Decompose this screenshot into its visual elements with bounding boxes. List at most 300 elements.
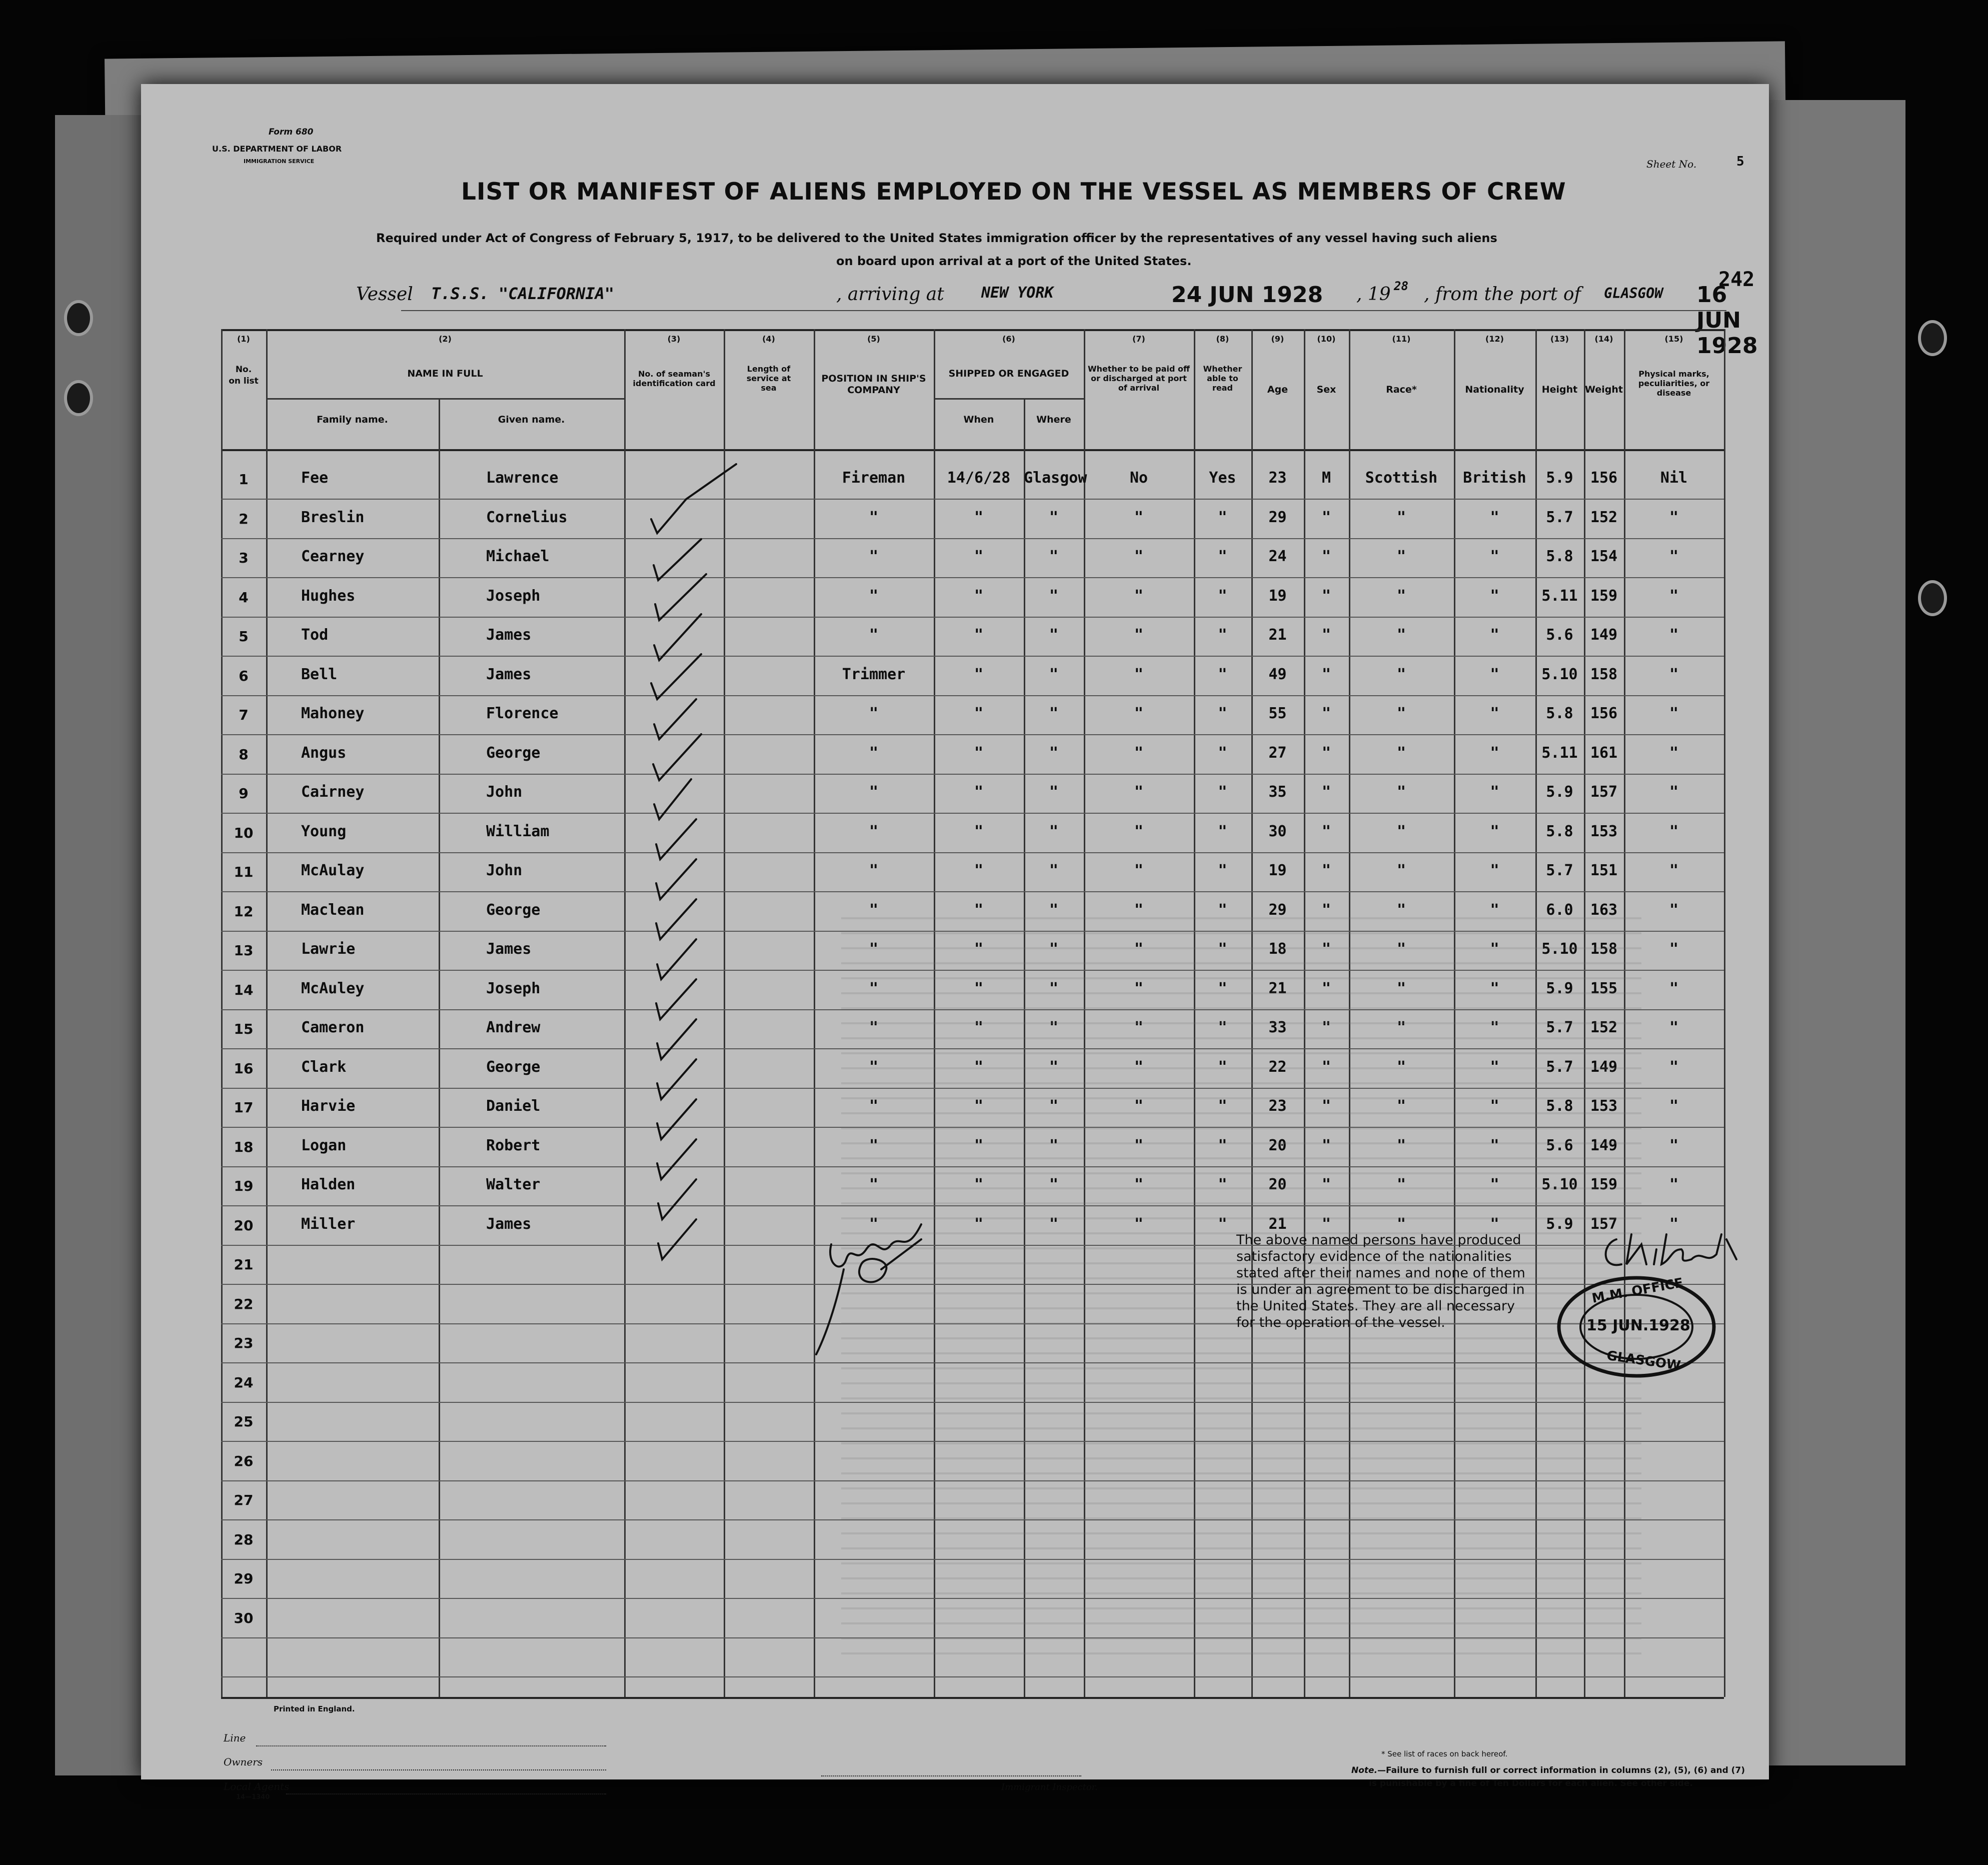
department-name: U.S. DEPARTMENT OF LABOR xyxy=(212,144,342,154)
paid-off-cell: " xyxy=(1134,744,1144,762)
race-cell: " xyxy=(1396,901,1406,919)
service-name: IMMIGRATION SERVICE xyxy=(244,158,315,165)
where-cell: " xyxy=(1049,1137,1059,1154)
paid-off-cell: " xyxy=(1134,509,1144,526)
nationality-cell: " xyxy=(1490,980,1499,997)
age-cell: 21 xyxy=(1268,626,1287,644)
row-number: 9 xyxy=(239,785,249,802)
binder-hole xyxy=(64,300,93,336)
col-num-11: (11) xyxy=(1392,334,1411,344)
marks-cell: " xyxy=(1669,1058,1679,1076)
nationality-cell: " xyxy=(1490,1176,1499,1193)
weight-cell: 159 xyxy=(1590,1176,1618,1193)
when-cell: " xyxy=(974,548,984,565)
marks-cell: " xyxy=(1669,1019,1679,1036)
sex-cell: " xyxy=(1321,626,1331,644)
given-name-cell: James xyxy=(486,940,532,958)
col-num-13: (13) xyxy=(1550,334,1569,344)
row-number: 24 xyxy=(234,1374,254,1391)
sex-cell: " xyxy=(1321,1215,1331,1233)
row-rule xyxy=(221,891,1724,892)
where-cell: " xyxy=(1049,744,1059,762)
weight-cell: 152 xyxy=(1590,1019,1618,1036)
able-read-cell: " xyxy=(1218,1137,1227,1154)
row-number: 13 xyxy=(234,942,254,959)
age-cell: 19 xyxy=(1268,587,1287,605)
certification-line: The above named persons have produced xyxy=(1236,1232,1521,1248)
sex-cell: " xyxy=(1321,548,1331,565)
col-num-8: (8) xyxy=(1216,334,1229,344)
family-name-cell: Harvie xyxy=(301,1097,356,1115)
header-nationality: Nationality xyxy=(1465,384,1524,395)
when-cell: " xyxy=(974,1176,984,1193)
row-number: 29 xyxy=(234,1570,254,1587)
marks-cell: " xyxy=(1669,1215,1679,1233)
where-cell: " xyxy=(1049,1176,1059,1193)
header-shipped-engaged: SHIPPED OR ENGAGED xyxy=(948,368,1069,379)
paid-off-cell: " xyxy=(1134,1058,1144,1076)
paid-off-cell: " xyxy=(1134,862,1144,879)
position-cell: " xyxy=(869,783,879,801)
age-cell: 18 xyxy=(1268,940,1287,958)
row-number: 3 xyxy=(239,550,249,566)
where-cell: " xyxy=(1049,509,1059,526)
subtitle-line-2: on board upon arrival at a port of the United States. xyxy=(836,254,1192,268)
paid-off-cell: " xyxy=(1134,1176,1144,1193)
marks-cell: " xyxy=(1669,1137,1679,1154)
table-top-border xyxy=(221,329,1724,331)
marks-cell: " xyxy=(1669,862,1679,879)
paid-off-cell: " xyxy=(1134,783,1144,801)
where-cell: Glasgow xyxy=(1024,469,1087,487)
where-cell: " xyxy=(1049,901,1059,919)
race-cell: " xyxy=(1396,666,1406,683)
height-cell: 5.8 xyxy=(1546,548,1573,565)
height-cell: 5.7 xyxy=(1546,1019,1573,1036)
row-number: 21 xyxy=(234,1256,254,1273)
where-cell: " xyxy=(1049,940,1059,958)
vessel-name: T.S.S. "CALIFORNIA" xyxy=(431,284,615,303)
weight-cell: 155 xyxy=(1590,980,1618,997)
family-name-cell: McAulay xyxy=(301,862,365,879)
height-cell: 5.10 xyxy=(1541,666,1578,683)
family-name-cell: Miller xyxy=(301,1215,356,1233)
where-cell: " xyxy=(1049,705,1059,722)
where-cell: " xyxy=(1049,666,1059,683)
able-read-cell: " xyxy=(1218,705,1227,722)
header-length-service: Length of service at sea xyxy=(746,364,791,393)
races-note: * See list of races on back hereof. xyxy=(1381,1749,1508,1758)
where-cell: " xyxy=(1049,1215,1059,1233)
col-num-12: (12) xyxy=(1485,334,1504,344)
nationality-cell: " xyxy=(1490,548,1499,565)
nationality-cell: British xyxy=(1463,469,1526,487)
given-name-cell: James xyxy=(486,666,532,683)
family-name-cell: Hughes xyxy=(301,587,356,605)
header-name-in-full: NAME IN FULL xyxy=(407,368,483,379)
weight-cell: 151 xyxy=(1590,862,1618,879)
inspector-rule xyxy=(821,1775,1081,1776)
stamp-bottom-text: GLASGOW xyxy=(1605,1348,1682,1374)
marks-cell: " xyxy=(1669,666,1679,683)
weight-cell: 149 xyxy=(1590,1137,1618,1154)
paid-off-cell: " xyxy=(1134,1137,1144,1154)
marks-cell: " xyxy=(1669,1097,1679,1115)
paid-off-cell: No xyxy=(1129,469,1148,487)
paid-off-cell: " xyxy=(1134,980,1144,997)
position-cell: Trimmer xyxy=(842,666,906,683)
row-rule xyxy=(221,695,1724,696)
position-cell: " xyxy=(869,509,879,526)
race-cell: " xyxy=(1396,1176,1406,1193)
local-agents-rule xyxy=(286,1793,606,1794)
nationality-cell: " xyxy=(1490,666,1499,683)
departure-date-stamp: 16 JUN 1928 xyxy=(1696,282,1758,359)
position-cell: " xyxy=(869,980,879,997)
age-cell: 20 xyxy=(1268,1176,1287,1193)
header-given-name: Given name. xyxy=(498,414,565,425)
col-num-14: (14) xyxy=(1594,334,1613,344)
row-number: 25 xyxy=(234,1413,254,1430)
where-cell: " xyxy=(1049,980,1059,997)
position-cell: " xyxy=(869,1019,879,1036)
table-bottom-border xyxy=(221,1697,1724,1699)
height-cell: 5.10 xyxy=(1541,1176,1578,1193)
height-cell: 5.9 xyxy=(1546,783,1573,801)
paid-off-cell: " xyxy=(1134,940,1144,958)
age-cell: 21 xyxy=(1268,1215,1287,1233)
race-cell: " xyxy=(1396,823,1406,840)
family-name-cell: Breslin xyxy=(301,509,365,526)
family-name-cell: McAuley xyxy=(301,980,365,997)
row-number: 1 xyxy=(239,471,249,488)
given-name-cell: John xyxy=(486,862,523,879)
shipped-subheader-rule xyxy=(934,398,1084,400)
when-cell: " xyxy=(974,823,984,840)
position-cell: " xyxy=(869,1058,879,1076)
certification-line: stated after their names and none of them xyxy=(1236,1265,1525,1281)
weight-cell: 156 xyxy=(1590,705,1618,722)
height-cell: 5.7 xyxy=(1546,1058,1573,1076)
height-cell: 5.6 xyxy=(1546,626,1573,644)
manifest-page xyxy=(141,84,1769,1801)
row-rule xyxy=(221,617,1724,618)
weight-cell: 157 xyxy=(1590,783,1618,801)
sex-cell: M xyxy=(1321,469,1331,487)
nationality-cell: " xyxy=(1490,1097,1499,1115)
height-cell: 5.10 xyxy=(1541,940,1578,958)
given-name-cell: George xyxy=(486,901,541,919)
certification-line: the United States. They are all necessary xyxy=(1236,1298,1515,1314)
where-cell: " xyxy=(1049,626,1059,644)
sex-cell: " xyxy=(1321,1019,1331,1036)
year-label: , 19 xyxy=(1356,284,1391,305)
position-cell: " xyxy=(869,705,879,722)
inspector-label: Immigrant Inspector. xyxy=(1001,1782,1098,1792)
vessel-label: Vessel xyxy=(356,284,413,305)
race-cell: " xyxy=(1396,744,1406,762)
col-num-6: (6) xyxy=(1002,334,1015,344)
penalty-note-line-2: is punishable by a fine of Ten Dollars for each alien. See other side. xyxy=(1369,1778,1693,1788)
printed-in: Printed in England. xyxy=(274,1704,355,1713)
position-cell: " xyxy=(869,901,879,919)
form-code: 14—1340 xyxy=(236,1793,270,1801)
sex-cell: " xyxy=(1321,901,1331,919)
header-physical-marks: Physical marks, peculiarities, or disease xyxy=(1638,369,1710,398)
position-cell: " xyxy=(869,1137,879,1154)
height-cell: 5.8 xyxy=(1546,823,1573,840)
paid-off-cell: " xyxy=(1134,548,1144,565)
col-num-9: (9) xyxy=(1271,334,1284,344)
weight-cell: 159 xyxy=(1590,587,1618,605)
weight-cell: 152 xyxy=(1590,509,1618,526)
row-number: 12 xyxy=(234,903,254,920)
nationality-cell: " xyxy=(1490,862,1499,879)
when-cell: " xyxy=(974,1019,984,1036)
height-cell: 5.9 xyxy=(1546,980,1573,997)
marks-cell: Nil xyxy=(1660,469,1688,487)
age-cell: 30 xyxy=(1268,823,1287,840)
row-rule xyxy=(221,774,1724,775)
race-cell: " xyxy=(1396,1058,1406,1076)
nationality-cell: " xyxy=(1490,940,1499,958)
binder-hole xyxy=(1918,580,1947,616)
position-cell: " xyxy=(869,1215,879,1233)
owners-label: Owners xyxy=(224,1756,263,1768)
marks-cell: " xyxy=(1669,509,1679,526)
given-name-cell: William xyxy=(486,823,550,840)
header-when: When xyxy=(963,414,994,425)
given-name-cell: Lawrence xyxy=(486,469,559,487)
col-num-10: (10) xyxy=(1317,334,1336,344)
form-number: Form 680 xyxy=(269,127,314,137)
paid-off-cell: " xyxy=(1134,587,1144,605)
back-page-right-edge xyxy=(1760,100,1905,1765)
given-name-cell: Florence xyxy=(486,705,559,722)
sex-cell: " xyxy=(1321,1137,1331,1154)
row-number: 14 xyxy=(234,982,254,998)
when-cell: " xyxy=(974,509,984,526)
row-rule xyxy=(221,577,1724,578)
certification-line: for the operation of the vessel. xyxy=(1236,1315,1445,1330)
mm-office-stamp xyxy=(1556,1274,1716,1379)
age-cell: 27 xyxy=(1268,744,1287,762)
header-sex: Sex xyxy=(1316,384,1336,395)
weight-cell: 163 xyxy=(1590,901,1618,919)
col-num-15: (15) xyxy=(1664,334,1683,344)
given-name-cell: John xyxy=(486,783,523,801)
stamp-date: 15 JUN.1928 xyxy=(1586,1317,1690,1334)
age-cell: 29 xyxy=(1268,509,1287,526)
sex-cell: " xyxy=(1321,940,1331,958)
able-read-cell: " xyxy=(1218,626,1227,644)
position-cell: " xyxy=(869,823,879,840)
paid-off-cell: " xyxy=(1134,626,1144,644)
able-read-cell: " xyxy=(1218,744,1227,762)
family-name-cell: Cameron xyxy=(301,1019,365,1036)
age-cell: 19 xyxy=(1268,862,1287,879)
marks-cell: " xyxy=(1669,901,1679,919)
row-number: 5 xyxy=(239,628,249,645)
age-cell: 23 xyxy=(1268,469,1287,487)
position-cell: " xyxy=(869,862,879,879)
when-cell: " xyxy=(974,666,984,683)
vessel-line-rule xyxy=(401,310,1726,311)
able-read-cell: " xyxy=(1218,1058,1227,1076)
height-cell: 5.8 xyxy=(1546,1097,1573,1115)
position-cell: " xyxy=(869,626,879,644)
when-cell: " xyxy=(974,783,984,801)
height-cell: 5.11 xyxy=(1541,744,1578,762)
where-cell: " xyxy=(1049,1019,1059,1036)
certification-block xyxy=(1236,1232,1591,1331)
able-read-cell: " xyxy=(1218,783,1227,801)
marks-cell: " xyxy=(1669,626,1679,644)
where-cell: " xyxy=(1049,587,1059,605)
height-cell: 5.7 xyxy=(1546,509,1573,526)
nationality-cell: " xyxy=(1490,1058,1499,1076)
height-cell: 5.9 xyxy=(1546,469,1573,487)
race-cell: " xyxy=(1396,548,1406,565)
row-number: 6 xyxy=(239,668,249,684)
paid-off-cell: " xyxy=(1134,666,1144,683)
inspector-signature xyxy=(806,1204,946,1364)
able-read-cell: " xyxy=(1218,1097,1227,1115)
weight-cell: 156 xyxy=(1590,469,1618,487)
family-name-cell: Lawrie xyxy=(301,940,356,958)
certification-line: is under an agreement to be discharged in xyxy=(1236,1282,1525,1297)
weight-cell: 157 xyxy=(1590,1215,1618,1233)
sex-cell: " xyxy=(1321,666,1331,683)
sex-cell: " xyxy=(1321,744,1331,762)
row-number: 11 xyxy=(234,864,254,880)
weight-cell: 158 xyxy=(1590,666,1618,683)
check-marks xyxy=(611,449,761,1309)
family-name-cell: Halden xyxy=(301,1176,356,1193)
row-rule xyxy=(221,852,1724,853)
given-name-cell: Daniel xyxy=(486,1097,541,1115)
family-name-cell: Logan xyxy=(301,1137,347,1154)
family-name-cell: Tod xyxy=(301,626,329,644)
able-read-cell: Yes xyxy=(1209,469,1236,487)
name-subheader-rule xyxy=(266,398,624,400)
col-rule xyxy=(439,398,440,1697)
weight-cell: 153 xyxy=(1590,1097,1618,1115)
from-port: GLASGOW xyxy=(1604,285,1663,302)
col-num-3: (3) xyxy=(667,334,681,344)
given-name-cell: Michael xyxy=(486,548,550,565)
header-position: POSITION IN SHIP'S COMPANY xyxy=(821,373,926,396)
header-where: Where xyxy=(1036,414,1071,425)
height-cell: 5.6 xyxy=(1546,1137,1573,1154)
row-number: 19 xyxy=(234,1178,254,1194)
nationality-cell: " xyxy=(1490,587,1499,605)
nationality-cell: " xyxy=(1490,626,1499,644)
race-cell: " xyxy=(1396,783,1406,801)
owners-rule xyxy=(271,1769,606,1770)
family-name-cell: Cearney xyxy=(301,548,365,565)
where-cell: " xyxy=(1049,548,1059,565)
year-value: 28 xyxy=(1394,279,1408,293)
nationality-cell: " xyxy=(1490,783,1499,801)
race-cell: " xyxy=(1396,509,1406,526)
sex-cell: " xyxy=(1321,1058,1331,1076)
height-cell: 6.0 xyxy=(1546,901,1573,919)
row-number: 8 xyxy=(239,746,249,763)
row-number: 18 xyxy=(234,1139,254,1155)
able-read-cell: " xyxy=(1218,587,1227,605)
row-number: 27 xyxy=(234,1492,254,1508)
able-read-cell: " xyxy=(1218,1019,1227,1036)
header-race: Race* xyxy=(1386,384,1417,395)
race-cell: " xyxy=(1396,626,1406,644)
marks-cell: " xyxy=(1669,744,1679,762)
paid-off-cell: " xyxy=(1134,1019,1144,1036)
when-cell: " xyxy=(974,1137,984,1154)
able-read-cell: " xyxy=(1218,940,1227,958)
line-rule xyxy=(256,1745,606,1746)
back-page-left-edge xyxy=(55,115,145,1775)
able-read-cell: " xyxy=(1218,1176,1227,1193)
paid-off-cell: " xyxy=(1134,901,1144,919)
given-name-cell: James xyxy=(486,626,532,644)
position-cell: " xyxy=(869,940,879,958)
where-cell: " xyxy=(1049,783,1059,801)
sex-cell: " xyxy=(1321,509,1331,526)
where-cell: " xyxy=(1049,862,1059,879)
sheet-number: 5 xyxy=(1736,154,1744,169)
family-name-cell: Angus xyxy=(301,744,347,762)
row-number: 2 xyxy=(239,511,249,527)
age-cell: 49 xyxy=(1268,666,1287,683)
nationality-cell: " xyxy=(1490,509,1499,526)
arrival-date-stamp: 24 JUN 1928 xyxy=(1171,282,1323,308)
header-bottom-border xyxy=(221,449,1724,451)
age-cell: 55 xyxy=(1268,705,1287,722)
row-number: 15 xyxy=(234,1021,254,1037)
position-cell: " xyxy=(869,1097,879,1115)
penalty-note xyxy=(1351,1765,1745,1775)
marks-cell: " xyxy=(1669,783,1679,801)
when-cell: " xyxy=(974,626,984,644)
when-cell: " xyxy=(974,940,984,958)
family-name-cell: Clark xyxy=(301,1058,347,1076)
given-name-cell: Robert xyxy=(486,1137,541,1154)
nationality-cell: " xyxy=(1490,901,1499,919)
family-name-cell: Maclean xyxy=(301,901,365,919)
race-cell: " xyxy=(1396,1137,1406,1154)
header-family-name: Family name. xyxy=(317,414,388,425)
header-height: Height xyxy=(1541,384,1578,395)
age-cell: 22 xyxy=(1268,1058,1287,1076)
row-rule xyxy=(221,734,1724,735)
paid-off-cell: " xyxy=(1134,705,1144,722)
col-num-5: (5) xyxy=(867,334,880,344)
race-cell: " xyxy=(1396,980,1406,997)
when-cell: " xyxy=(974,862,984,879)
position-cell: " xyxy=(869,548,879,565)
able-read-cell: " xyxy=(1218,901,1227,919)
sex-cell: " xyxy=(1321,823,1331,840)
sex-cell: " xyxy=(1321,1097,1331,1115)
given-name-cell: Andrew xyxy=(486,1019,541,1036)
col-rule xyxy=(814,329,815,1697)
row-number: 16 xyxy=(234,1060,254,1077)
sex-cell: " xyxy=(1321,980,1331,997)
race-cell: " xyxy=(1396,1215,1406,1233)
able-read-cell: " xyxy=(1218,548,1227,565)
row-number: 26 xyxy=(234,1453,254,1469)
